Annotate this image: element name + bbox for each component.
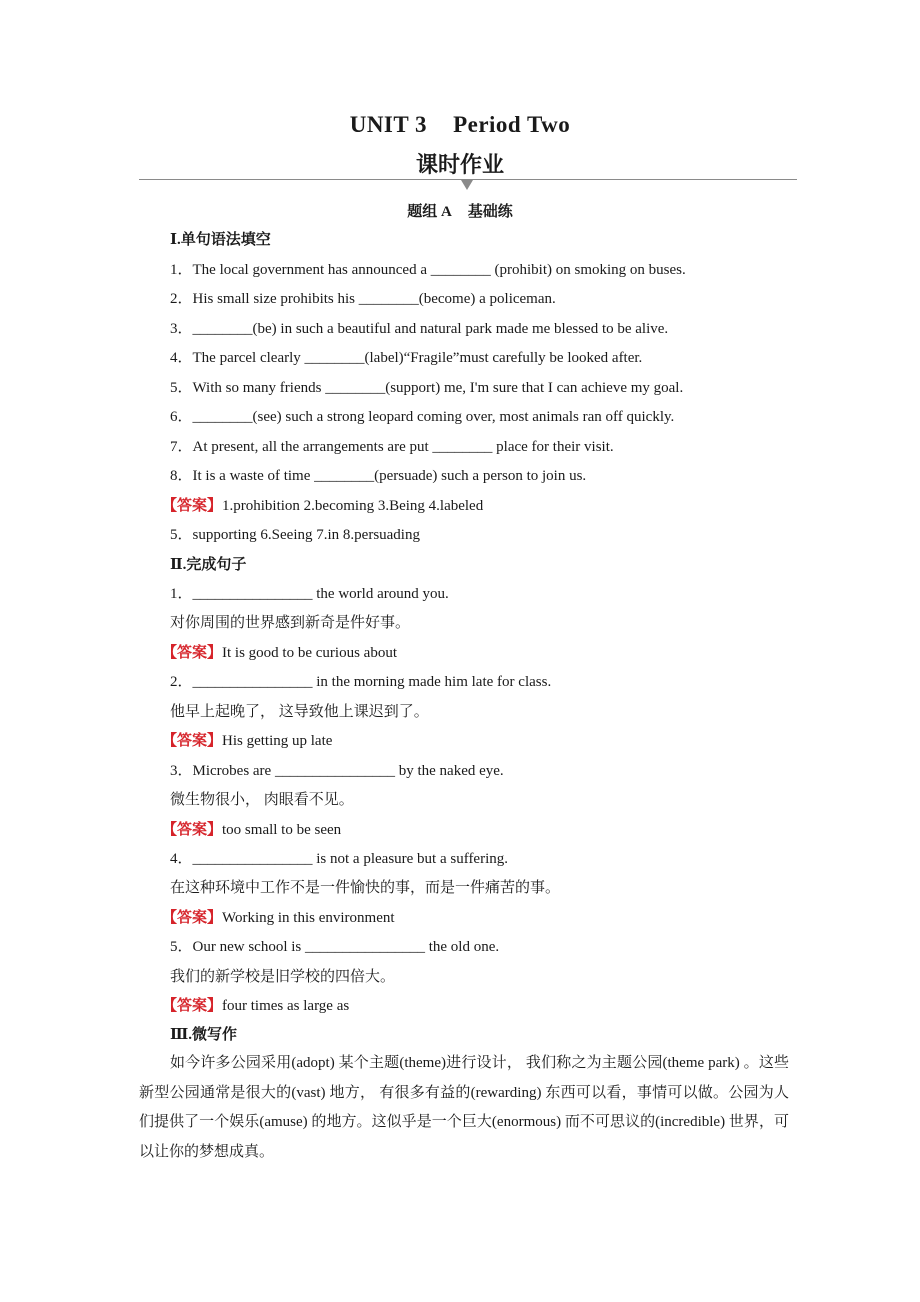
answer-text: His getting up late — [222, 733, 333, 749]
writing-paragraph: 如今许多公园采用(adopt) 某个主题(theme)进行设计， 我们称之为主题公园(theme park) 。这些新型公园通常是很大的(vast) 地方， 有很多有益的(rewarding) 东西可以看，事情可以做。公园为人们提供了一个娱乐(amuse) 的地方。这似乎是一个巨大(enormous) 而不可思议的(incredible) 世界，可以让你的梦想成真。 — [139, 1055, 789, 1160]
sentence-item: 5．Our new school is ________________ the old one. — [170, 939, 500, 955]
exercise-item: 4．The parcel clearly ________(label)“Fragile”must carefully be looked after. — [170, 350, 643, 366]
triangle-marker-icon — [461, 180, 473, 190]
answer-line — [162, 908, 395, 928]
exercise-item: 2．His small size prohibits his ________(become) a policeman. — [170, 291, 556, 307]
section-1-title: Ⅰ.单句语法填空 — [170, 232, 271, 248]
sentence-translation: 我们的新学校是旧学校的四倍大。 — [170, 969, 396, 985]
sentence-item: 4．________________ is not a pleasure but a suffering. — [170, 851, 509, 867]
answer-line — [162, 496, 483, 516]
sentence-translation: 在这种环境中工作不是一件愉快的事，而是一件痛苦的事。 — [170, 880, 561, 896]
exercise-item: 7．At present, all the arrangements are put ________ place for their visit. — [170, 439, 614, 455]
answer-text: four times as large as — [222, 998, 350, 1014]
answer-text: 1.prohibition 2.becoming 3.Being 4.labeled — [222, 498, 484, 514]
answer-text: too small to be seen — [222, 822, 342, 838]
answer-text: It is good to be curious about — [222, 645, 397, 661]
group-label: 题组 A — [407, 204, 452, 220]
sentence-item: 3．Microbes are ________________ by the naked eye. — [170, 763, 504, 779]
period-label: Period Two — [453, 112, 571, 137]
exercise-item: 5．With so many friends ________(support) me, I'm sure that I can achieve my goal. — [170, 380, 684, 396]
answer-text: Working in this environment — [222, 910, 395, 926]
unit-label: UNIT 3 — [349, 112, 428, 137]
group-heading — [0, 200, 920, 221]
sentence-item: 2．________________ in the morning made him late for class. — [170, 674, 552, 690]
answer-tag: 【答案】 — [162, 733, 223, 749]
section-2-title: Ⅱ.完成句子 — [170, 557, 247, 573]
answer-tag: 【答案】 — [162, 998, 223, 1014]
answer-tag: 【答案】 — [162, 910, 223, 926]
answer-line — [162, 731, 332, 751]
exercise-item: 8．It is a waste of time ________(persuade) such a person to join us. — [170, 468, 587, 484]
answer-tag: 【答案】 — [162, 645, 223, 661]
group-name: 基础练 — [467, 204, 513, 220]
page-subtitle: 课时作业 — [415, 152, 504, 177]
sentence-translation: 微生物很小， 肉眼看不见。 — [170, 792, 354, 808]
answer-tag: 【答案】 — [162, 498, 223, 514]
sentence-item: 1．________________ the world around you. — [170, 586, 449, 602]
exercise-item: 3．________(be) in such a beautiful and natural park made me blessed to be alive. — [170, 321, 669, 337]
exercise-item: 1．The local government has announced a ________ (prohibit) on smoking on buses. — [170, 262, 686, 278]
answer-line — [162, 643, 397, 663]
sentence-translation: 他早上起晚了， 这导致他上课迟到了。 — [170, 704, 429, 720]
answer-line — [162, 820, 341, 840]
answer-tag: 【答案】 — [162, 822, 223, 838]
section-3-title: Ⅲ.微写作 — [170, 1027, 238, 1043]
answer-line-continued: 5．supporting 6.Seeing 7.in 8.persuading — [170, 527, 420, 543]
sentence-translation: 对你周围的世界感到新奇是件好事。 — [170, 615, 411, 631]
answer-line — [162, 996, 349, 1016]
page-title — [0, 112, 920, 138]
exercise-item: 6．________(see) such a strong leopard coming over, most animals ran off quickly. — [170, 409, 675, 425]
